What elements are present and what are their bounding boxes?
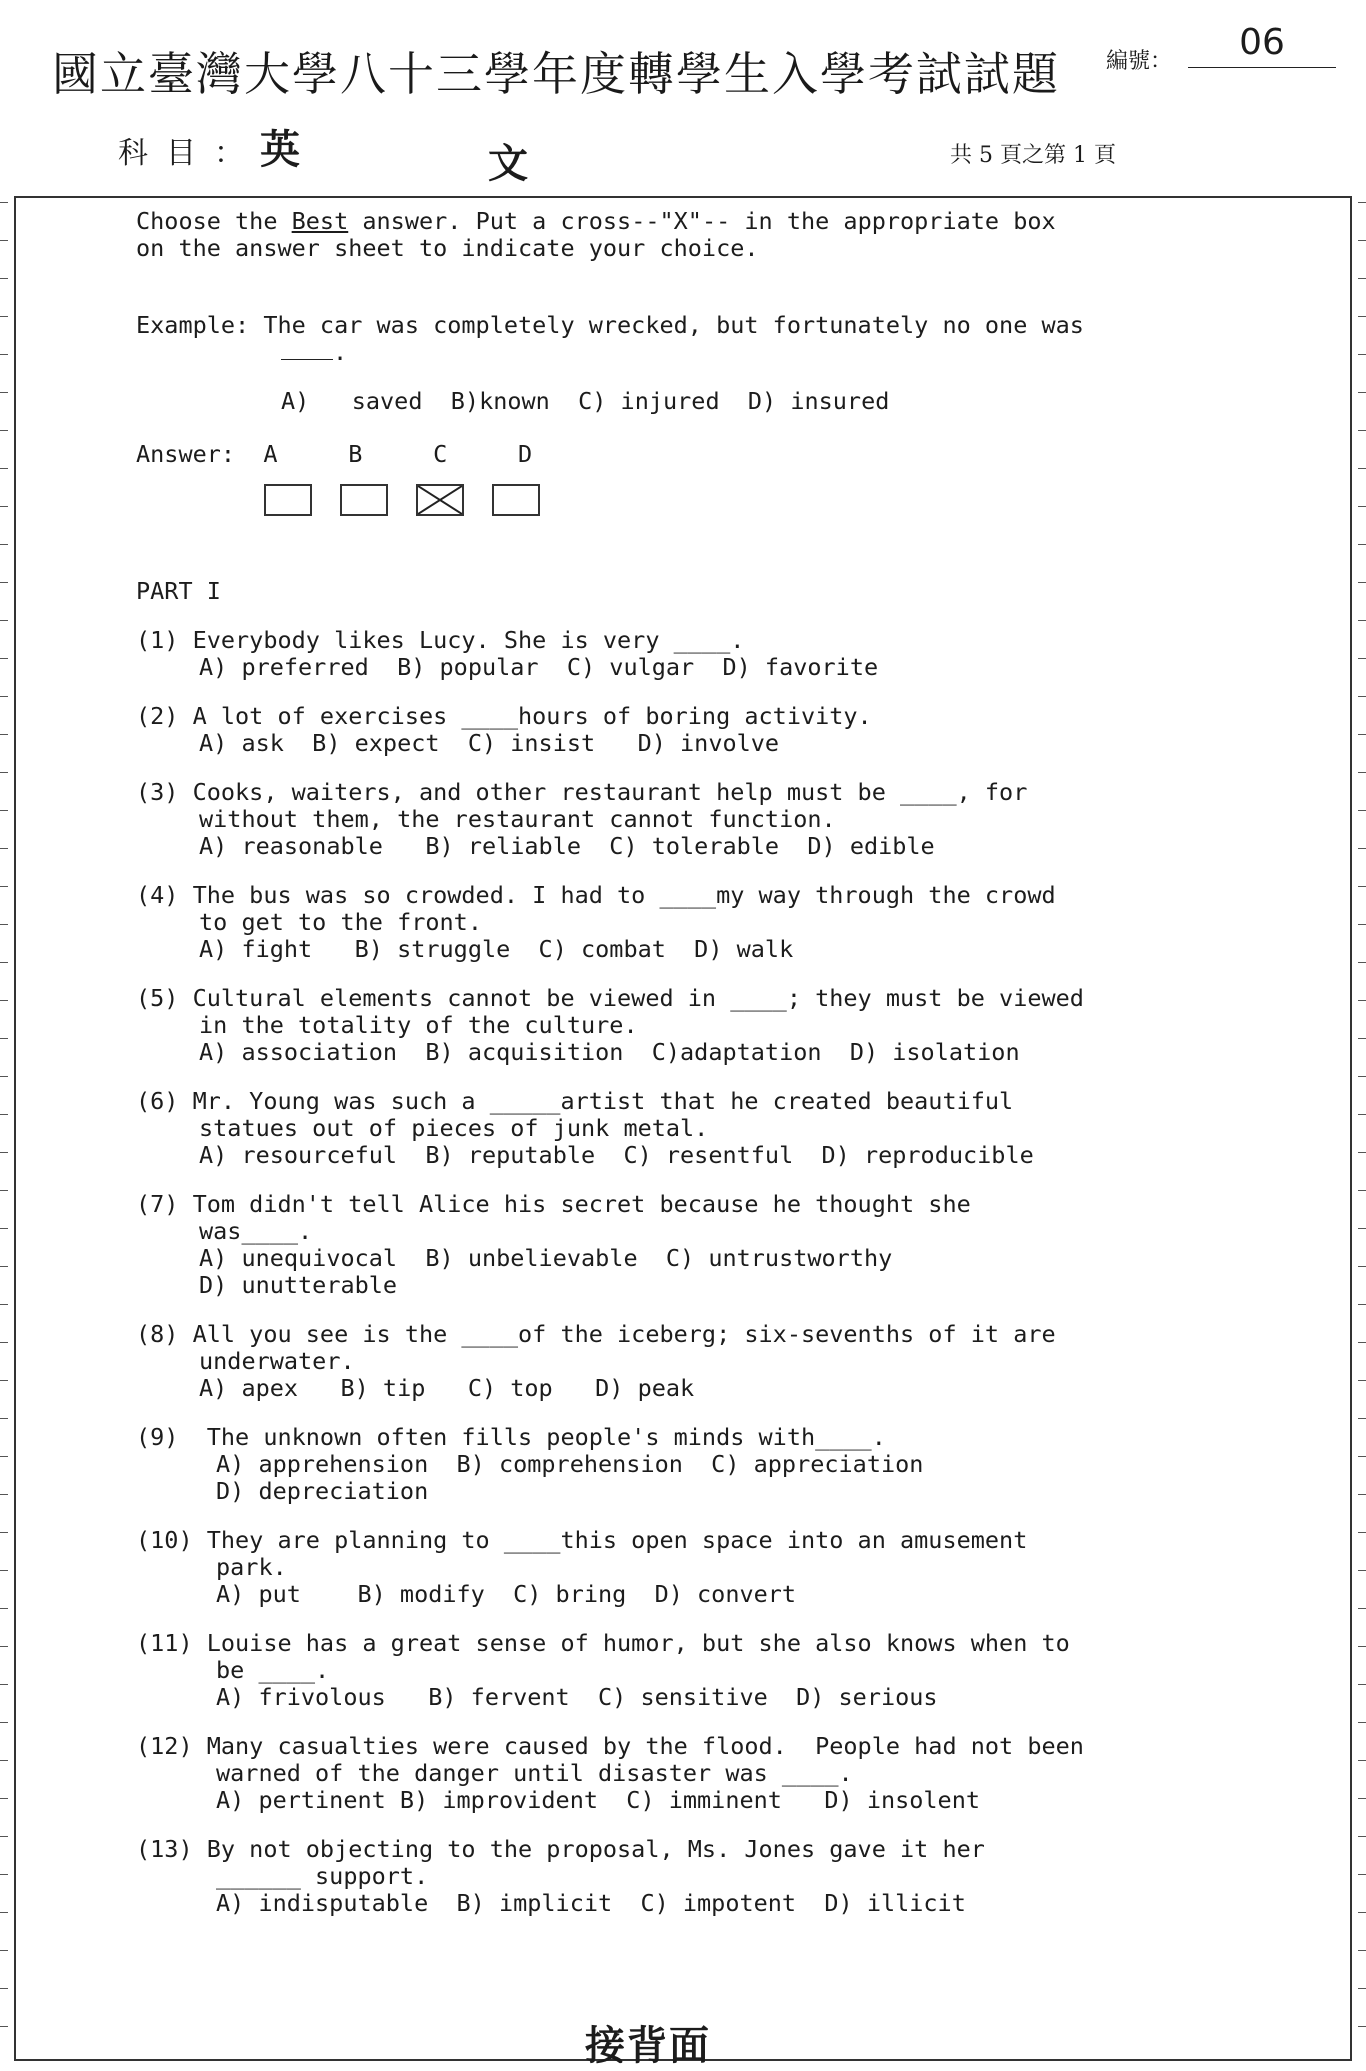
exam-content	[136, 208, 1336, 1917]
margin-tick	[0, 1684, 8, 1685]
margin-tick	[1358, 240, 1366, 241]
margin-tick	[0, 1152, 8, 1153]
question-options: A) apprehension B) comprehension C) appreciation	[216, 1450, 924, 1478]
margin-tick	[0, 278, 8, 279]
margin-tick	[1358, 1646, 1366, 1647]
instruction-line2: on the answer sheet to indicate your choice.	[136, 234, 759, 262]
answer-box-a[interactable]	[264, 484, 312, 516]
question-stem-cont: be ____.	[216, 1656, 330, 1684]
part-title: PART I	[136, 577, 221, 605]
question-item	[136, 703, 1336, 757]
margin-tick	[0, 810, 8, 811]
margin-tick	[0, 924, 8, 925]
page-info: 共 5 頁之第 1 頁	[950, 143, 1116, 168]
code-label: 編號：	[1106, 49, 1173, 74]
question-options: A) resourceful B) reputable C) resentful D) reproducible	[199, 1141, 1034, 1169]
margin-tick	[0, 1798, 8, 1799]
margin-tick	[1358, 1684, 1366, 1685]
margin-tick	[0, 316, 8, 317]
subject-value-1: 英	[260, 126, 300, 173]
question-options: A) reasonable B) reliable C) tolerable D) edible	[199, 832, 935, 860]
margin-tick	[0, 620, 8, 621]
question-item	[136, 1630, 1336, 1711]
question-stem-cont: warned of the danger until disaster was ____.	[216, 1759, 853, 1787]
margin-tick	[0, 506, 8, 507]
question-item	[136, 985, 1336, 1066]
margin-tick	[1358, 1418, 1366, 1419]
margin-tick	[0, 544, 8, 545]
left-margin-ticks	[0, 196, 8, 2061]
margin-tick	[1358, 848, 1366, 849]
margin-tick	[0, 1076, 8, 1077]
margin-tick	[1358, 468, 1366, 469]
instruction-post: answer. Put a cross--"X"-- in the appropriate box	[348, 207, 1056, 235]
margin-tick	[1358, 1456, 1366, 1457]
example-blank	[281, 341, 333, 360]
margin-tick	[0, 1608, 8, 1609]
question-stem: (4) The bus was so crowded. I had to ____my way through the crowd	[136, 881, 1056, 909]
margin-tick	[1358, 620, 1366, 621]
question-stem-cont: was____.	[199, 1217, 313, 1245]
margin-tick	[1358, 1798, 1366, 1799]
example-stem: Example: The car was completely wrecked, but fortunately no one was	[136, 311, 1084, 339]
question-options: A) indisputable B) implicit C) impotent D) illicit	[216, 1889, 966, 1917]
margin-tick	[1358, 1760, 1366, 1761]
margin-tick	[0, 1532, 8, 1533]
margin-tick	[1358, 810, 1366, 811]
margin-tick	[0, 354, 8, 355]
margin-tick	[0, 1646, 8, 1647]
margin-tick	[1358, 1152, 1366, 1153]
question-item	[136, 779, 1336, 860]
margin-tick	[0, 240, 8, 241]
margin-tick	[1358, 1190, 1366, 1191]
instruction-pre: Choose the	[136, 207, 292, 235]
margin-tick	[0, 1038, 8, 1039]
margin-tick	[1358, 924, 1366, 925]
margin-tick	[1358, 658, 1366, 659]
margin-tick	[1358, 544, 1366, 545]
question-options: A) frivolous B) fervent C) sensitive D) serious	[216, 1683, 938, 1711]
question-stem: (9) The unknown often fills people's minds with____.	[136, 1423, 886, 1451]
margin-tick	[0, 696, 8, 697]
question-item	[136, 1733, 1336, 1814]
question-options: A) ask B) expect C) insist D) involve	[199, 729, 780, 757]
question-stem-cont: in the totality of the culture.	[199, 1011, 638, 1039]
question-stem-cont: to get to the front.	[199, 908, 482, 936]
cross-mark-icon	[418, 486, 462, 514]
question-options: A) apex B) tip C) top D) peak	[199, 1374, 695, 1402]
margin-tick	[1358, 1266, 1366, 1267]
question-stem: (11) Louise has a great sense of humor, but she also knows when to	[136, 1629, 1070, 1657]
question-options-cont: D) unutterable	[199, 1271, 398, 1299]
question-stem-cont: park.	[216, 1553, 287, 1581]
margin-tick	[0, 202, 8, 203]
margin-tick	[1358, 1950, 1366, 1951]
instruction-best: Best	[291, 207, 349, 235]
question-item	[136, 1191, 1336, 1299]
question-options: A) unequivocal B) unbelievable C) untrustworthy	[199, 1244, 893, 1272]
margin-tick	[0, 430, 8, 431]
margin-tick	[0, 1988, 8, 1989]
margin-tick	[0, 1114, 8, 1115]
margin-tick	[0, 1874, 8, 1875]
question-list	[136, 627, 1336, 1917]
margin-tick	[0, 1760, 8, 1761]
margin-tick	[1358, 278, 1366, 279]
margin-tick	[0, 734, 8, 735]
margin-tick	[1358, 202, 1366, 203]
answer-label: Answer: A B C D	[136, 440, 533, 468]
margin-tick	[1358, 1570, 1366, 1571]
exam-title: 國立臺灣大學八十三學年度轉學生入學考試試題	[52, 47, 1060, 101]
margin-tick	[1358, 1912, 1366, 1913]
question-stem-cont: statues out of pieces of junk metal.	[199, 1114, 709, 1142]
margin-tick	[1358, 1532, 1366, 1533]
footer-note: 接背面	[585, 2022, 711, 2069]
question-stem: (8) All you see is the ____of the iceberg; six-sevenths of it are	[136, 1320, 1056, 1348]
margin-tick	[0, 1570, 8, 1571]
right-margin-ticks	[1358, 196, 1366, 2061]
margin-tick	[1358, 734, 1366, 735]
margin-tick	[1358, 430, 1366, 431]
margin-tick	[1358, 962, 1366, 963]
question-stem-cont: ______ support.	[216, 1862, 429, 1890]
margin-tick	[1358, 1000, 1366, 1001]
margin-tick	[1358, 1494, 1366, 1495]
margin-tick	[1358, 1038, 1366, 1039]
margin-tick	[0, 1950, 8, 1951]
margin-tick	[1358, 772, 1366, 773]
question-stem: (3) Cooks, waiters, and other restaurant help must be ____, for	[136, 778, 1028, 806]
question-item	[136, 1088, 1336, 1169]
margin-tick	[0, 848, 8, 849]
question-options: A) pertinent B) improvident C) imminent D) insolent	[216, 1786, 981, 1814]
margin-tick	[1358, 1380, 1366, 1381]
question-stem: (13) By not objecting to the proposal, Ms. Jones gave it her	[136, 1835, 985, 1863]
question-item	[136, 1321, 1336, 1402]
margin-tick	[1358, 696, 1366, 697]
question-stem: (2) A lot of exercises ____hours of boring activity.	[136, 702, 872, 730]
margin-tick	[0, 1380, 8, 1381]
margin-tick	[1358, 1304, 1366, 1305]
question-item	[136, 627, 1336, 681]
margin-tick	[0, 658, 8, 659]
margin-tick	[1358, 392, 1366, 393]
margin-tick	[0, 1456, 8, 1457]
margin-tick	[0, 1000, 8, 1001]
question-options-cont: D) depreciation	[216, 1477, 429, 1505]
margin-tick	[0, 1722, 8, 1723]
margin-tick	[0, 1228, 8, 1229]
question-stem: (12) Many casualties were caused by the flood. People had not been	[136, 1732, 1084, 1760]
margin-tick	[0, 1418, 8, 1419]
question-stem: (10) They are planning to ____this open space into an amusement	[136, 1526, 1028, 1554]
answer-box-c-crossed[interactable]	[416, 484, 464, 516]
question-stem: (5) Cultural elements cannot be viewed in ____; they must be viewed	[136, 984, 1084, 1012]
margin-tick	[0, 1494, 8, 1495]
question-stem: (7) Tom didn't tell Alice his secret because he thought she	[136, 1190, 971, 1218]
question-options: A) fight B) struggle C) combat D) walk	[199, 935, 794, 963]
margin-tick	[0, 2026, 8, 2027]
margin-tick	[0, 1342, 8, 1343]
margin-tick	[1358, 506, 1366, 507]
margin-tick	[0, 772, 8, 773]
question-stem: (1) Everybody likes Lucy. She is very ____.	[136, 626, 745, 654]
margin-tick	[0, 392, 8, 393]
margin-tick	[1358, 1114, 1366, 1115]
question-item	[136, 882, 1336, 963]
question-stem-cont: without them, the restaurant cannot function.	[199, 805, 836, 833]
question-item	[136, 1424, 1336, 1505]
margin-tick	[1358, 1342, 1366, 1343]
question-item	[136, 1527, 1336, 1608]
instructions	[136, 208, 1336, 262]
question-options: A) preferred B) popular C) vulgar D) favorite	[199, 653, 879, 681]
margin-tick	[1358, 1076, 1366, 1077]
margin-tick	[0, 468, 8, 469]
margin-tick	[1358, 1988, 1366, 1989]
margin-tick	[0, 1304, 8, 1305]
margin-tick	[1358, 1836, 1366, 1837]
margin-tick	[1358, 316, 1366, 317]
margin-tick	[1358, 582, 1366, 583]
question-stem: (6) Mr. Young was such a _____artist that he created beautiful	[136, 1087, 1014, 1115]
answer-boxes	[136, 484, 1336, 522]
margin-tick	[1358, 354, 1366, 355]
margin-tick	[0, 582, 8, 583]
margin-tick	[0, 1912, 8, 1913]
question-options: A) put B) modify C) bring D) convert	[216, 1580, 797, 1608]
margin-tick	[0, 962, 8, 963]
example-block	[136, 312, 1336, 522]
example-period: .	[333, 338, 348, 366]
margin-tick	[0, 1836, 8, 1837]
margin-tick	[0, 1266, 8, 1267]
margin-tick	[0, 886, 8, 887]
margin-tick	[1358, 1608, 1366, 1609]
margin-tick	[1358, 1874, 1366, 1875]
margin-tick	[1358, 1722, 1366, 1723]
margin-tick	[1358, 2026, 1366, 2027]
question-item	[136, 1836, 1336, 1917]
answer-box-b[interactable]	[340, 484, 388, 516]
question-stem-cont: underwater.	[199, 1347, 355, 1375]
question-options: A) association B) acquisition C)adaptation D) isolation	[199, 1038, 1020, 1066]
margin-tick	[1358, 886, 1366, 887]
subject-label: 科目：	[118, 136, 262, 171]
example-options: A) saved B)known C) injured D) insured	[281, 387, 890, 415]
answer-box-d[interactable]	[492, 484, 540, 516]
margin-tick	[0, 1190, 8, 1191]
code-value: 06	[1188, 22, 1336, 68]
margin-tick	[1358, 1228, 1366, 1229]
subject-value-2: 文	[488, 140, 528, 187]
